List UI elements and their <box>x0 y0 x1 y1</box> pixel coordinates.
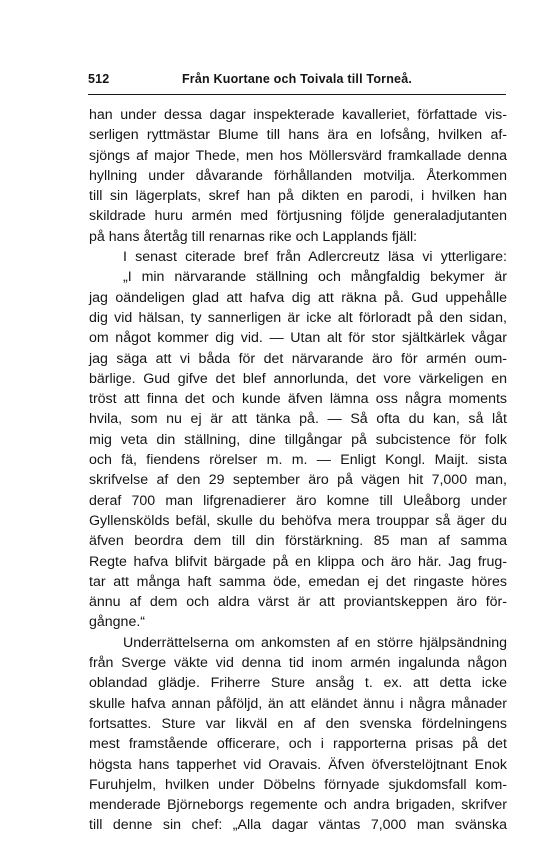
text-line: sjöngs af major Thede, men hos Möllersvärd framkallade denna <box>89 147 507 164</box>
text-line: hvila, som nu ej är att tänka på. — Så ofta du kan, så låt <box>89 411 507 428</box>
text-line: högsta hans tapperhet vid Oravais. Äfven öfverstelöjtnant Enok <box>89 756 507 773</box>
text-line: Furuhjelm, hvilken under Döbelns förnyade sjukdomsfall kom- <box>89 776 507 793</box>
text-line: fortsattes. Sture var likväl en af den svenska fördelningens <box>89 715 507 732</box>
text-line: I senast citerade bref från Adlercreutz läsa vi ytterligare: <box>123 249 507 266</box>
text-line: serligen ryttmästar Blume till hans ära en lofsång, hvilken af- <box>89 127 507 144</box>
body-text <box>89 105 507 836</box>
text-line: till sin lägerplats, skref han på dikten en parodi, i hvilken han <box>89 188 507 205</box>
text-line: från Sverge väkte vid denna tid inom armén ingalunda någon <box>89 655 507 672</box>
text-line: och fä, fiendens rörelser m. m. — Enligt Kongl. Maijt. sista <box>89 452 507 469</box>
text-line: Gyllenskölds befäl, skulle du behöfva mera trouppar så äger du <box>89 512 507 529</box>
text-line: deraf 700 man lifgrenadierer äro komne till Uleåborg under <box>89 492 507 509</box>
text-line: skulle hafva annan påföljd, än att eländet ännu i några månader <box>89 695 507 712</box>
running-title: Från Kuortane och Toivala till Torneå. <box>181 72 413 86</box>
text-line: gångne.“ <box>89 614 146 631</box>
page-header <box>88 72 506 94</box>
text-line: bärlige. Gud gifve det blef annorlunda, det vore värkeligen en <box>89 370 507 387</box>
text-line: om något kommer dig vid. — Utan alt för stor själtkärlek vågar <box>89 330 507 347</box>
text-line: skrifvelse af den 29 september äro på vägen hit 7,000 man, <box>89 472 507 489</box>
text-line: oblandad glädje. Friherre Sture ansåg t. ex. att detta icke <box>89 675 507 692</box>
text-line: mig veta din ställning, dine tillgångar på subcistence för folk <box>89 431 507 448</box>
text-line: „I min närvarande ställning och mångfaldig bekymer är <box>123 269 507 286</box>
text-line: dig vid hälsan, ty sannerligen är icke alt förloradt på den sidan, <box>89 309 507 326</box>
text-line: tröst att finna det och kunde äfven lämna oss några moments <box>89 391 507 408</box>
text-line: Underrättelserna om ankomsten af en större hjälpsändning <box>123 634 507 651</box>
text-line: äfven beordra dem till din förstärkning. 85 man af samma <box>89 533 507 550</box>
text-line: jag oändeligen glad att hafva dig att räkna på. Gud uppehålle <box>89 289 507 306</box>
text-line: tar att många haft samma öde, emedan ej det ringaste höres <box>89 573 507 590</box>
text-line: ännu af dem och aldra värst är att proviantskeppen äro för- <box>89 594 507 611</box>
text-line: han under dessa dagar inspekterade kavalleriet, författade vis- <box>89 107 507 123</box>
text-line: Regte hafva blifvit bärgade på en klippa och äro här. Jag frug- <box>89 553 507 570</box>
text-line: på hans återtåg till renarnas rike och Lapplands fjäll: <box>89 228 418 245</box>
header-rule <box>88 94 506 95</box>
text-line: skildrade huru armén med förtjusning följde generaladjutanten <box>89 208 507 225</box>
page-number: 512 <box>88 72 110 86</box>
text-line: jag säga att vi båda för det närvarande äro för armén oum- <box>89 350 507 367</box>
text-line: mest framstående officerare, och i rapporterna prisas på det <box>89 736 507 753</box>
text-line: hyllning under dåvarande förhållanden motvilja. Återkommen <box>89 167 507 184</box>
text-line: menderade Björneborgs regemente och andra brigaden, skrifver <box>89 797 507 814</box>
text-line: till denne sin chef: „Alla dagar väntas 7,000 man svänska <box>89 817 507 834</box>
